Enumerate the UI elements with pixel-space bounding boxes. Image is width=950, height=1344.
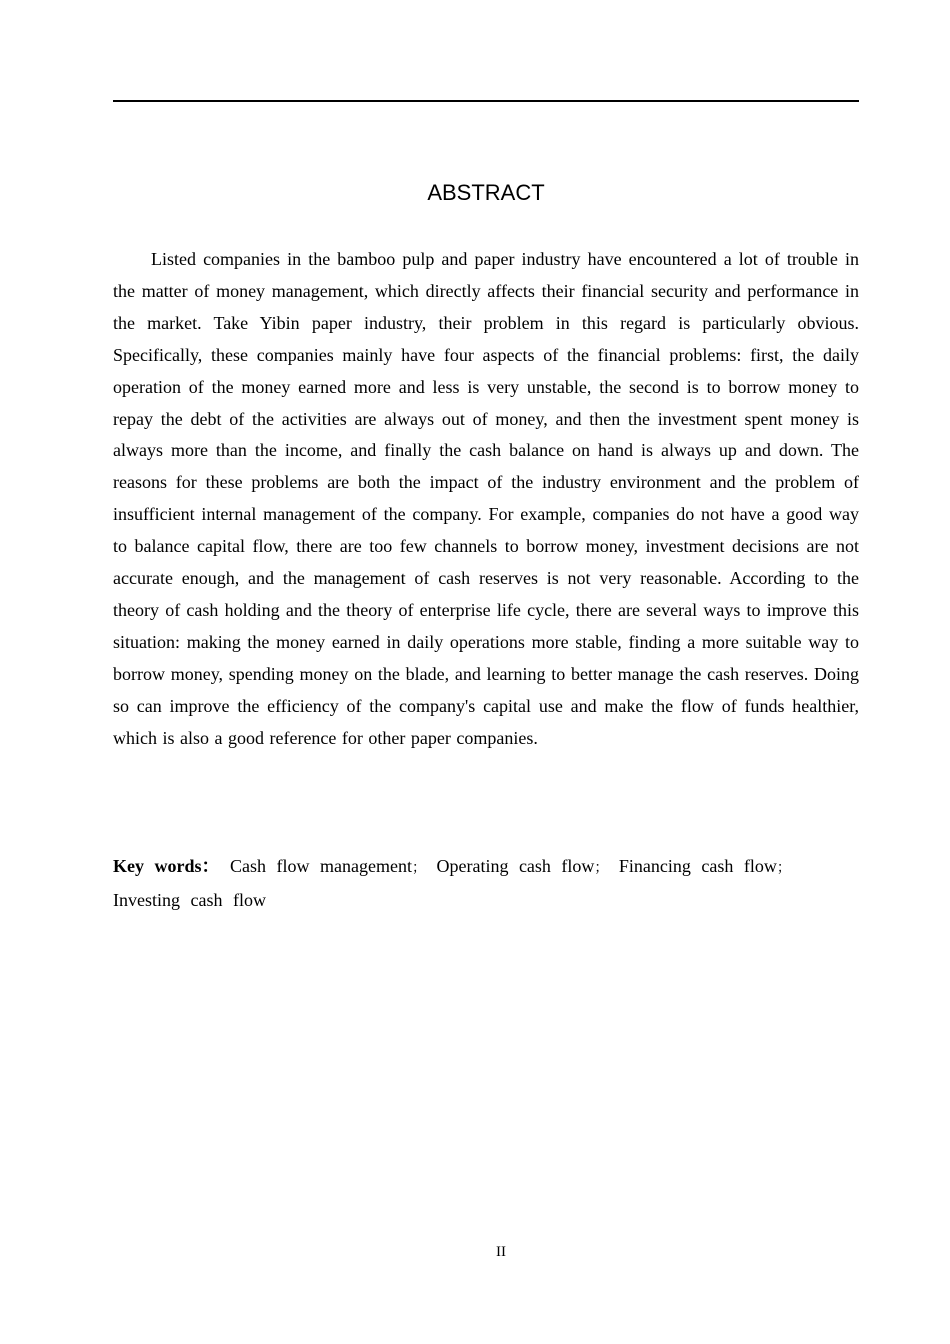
page-number: II [496,1244,506,1260]
keyword-item: Cash flow management [230,856,412,876]
abstract-title: ABSTRACT [427,180,545,205]
header-rule [113,100,859,102]
keyword-item: Investing cash flow [113,889,266,910]
keywords-label: Key words： [113,856,220,876]
keyword-item: Operating cash flow [436,856,595,876]
keyword-separator: ； [776,861,791,876]
keyword-separator: ； [594,861,609,876]
keyword-item: Financing cash flow [618,856,777,876]
keyword-separator: ； [411,861,426,876]
abstract-body: Listed companies in the bamboo pulp and paper industry have encountered a lot of trouble in the matter of money management, which directly affects their financial security and performance in the market. Take Yibin paper industry, their problem in this regard is particularly obvious. Specifically, these companies mainly have four aspects of the financial problems: first, the daily operation of the money earned more and less is very unstable, the second is to borrow money to repay the debt of the activities are always out of money, and then the investment spent money is always more than the income, and finally the cash balance on hand is always up and down. The reasons for these problems are both the impact of the industry environment and the problem of insufficient internal management of the company. For example, companies do not have a good way to balance capital flow, there are too few channels to borrow money, investment decisions are not accurate enough, and the management of cash reserves is not very reasonable. According to the theory of cash holding and the theory of enterprise life cycle, there are several ways to improve this situation: making the money earned in daily operations more stable, finding a more suitable way to borrow money, spending money on the blade, and learning to better manage the cash reserves. Doing so can improve the efficiency of the company's capital use and make the flow of funds healthier, which is also a good reference for other paper companies. [113,249,859,748]
keywords-line [113,851,859,917]
